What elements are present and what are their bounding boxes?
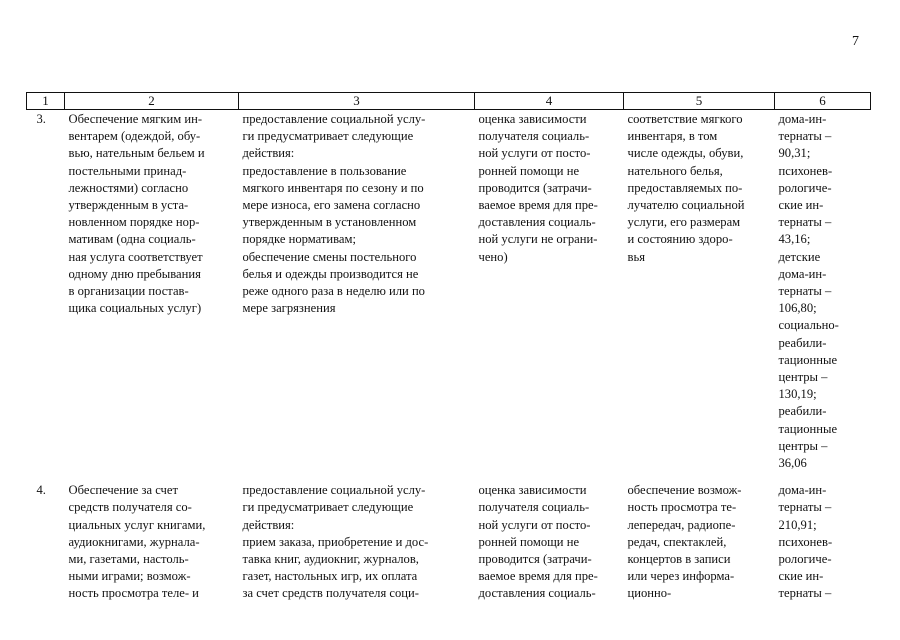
cell-line: 90,31;: [778, 146, 811, 161]
cell-line: реабили-: [778, 404, 827, 419]
cell-line: Обеспечение за счет: [68, 483, 178, 498]
cell-line: прием заказа, приобретение и дос-: [242, 534, 429, 549]
cell-line: ваемое время для пре-: [478, 198, 598, 213]
cell-line: новленном порядке нор-: [68, 215, 200, 230]
cell-line: реабили-: [778, 335, 827, 350]
cell-line: тационные: [778, 421, 838, 436]
column-number-2: 2: [65, 93, 239, 110]
cell-line: ная услуга соответствует: [68, 249, 203, 264]
cell-line: рологиче-: [778, 552, 832, 567]
row-number: 3.: [36, 112, 46, 126]
service-time-cell: [475, 110, 624, 483]
cell-line: и состоянию здоро-: [627, 232, 733, 247]
cell-line: щика социальных услуг): [68, 301, 202, 316]
cell-line: ские ин-: [778, 569, 824, 584]
cell-line: услуги, его размерам: [627, 215, 741, 230]
cell-line: ги предусматривает следующие: [242, 129, 414, 144]
cell-line: инвентаря, в том: [627, 129, 718, 144]
cell-line: предоставляемых по-: [627, 180, 743, 195]
cell-line: проводится (затрачи-: [478, 552, 592, 567]
cell-line: центры –: [778, 370, 828, 385]
cell-line: ронней помощи не: [478, 163, 580, 178]
table-row: [27, 482, 871, 602]
service-time-cell: [475, 482, 624, 602]
cell-line: обеспечение смены постельного: [242, 249, 417, 264]
cell-line: предоставление в пользование: [242, 163, 407, 178]
cell-line: ными играми; возмож-: [68, 569, 191, 584]
cell-line: тернаты –: [778, 500, 832, 515]
cell-line: числе одежды, обуви,: [627, 146, 744, 161]
cell-line: ность просмотра теле- и: [68, 586, 199, 601]
cell-line: доставления социаль-: [478, 586, 596, 601]
service-tariff-cell: [775, 110, 871, 483]
cell-line: реже одного раза в неделю или по: [242, 284, 425, 299]
cell-line: вья: [627, 249, 645, 264]
column-number-1: 1: [27, 93, 65, 110]
cell-line: тавка книг, аудиокниг, журналов,: [242, 552, 419, 567]
service-description-cell: [239, 110, 475, 483]
cell-line: ной услуги не ограни-: [478, 232, 598, 247]
cell-line: ми, газетами, настоль-: [68, 552, 189, 567]
cell-line: вью, нательным бельем и: [68, 146, 205, 161]
cell-line: тернаты –: [778, 586, 832, 601]
column-number-4: 4: [475, 93, 624, 110]
cell-line: ной услуги от посто-: [478, 146, 591, 161]
cell-line: концертов в записи: [627, 552, 731, 567]
cell-line: действия:: [242, 517, 295, 532]
cell-line: в организации постав-: [68, 284, 189, 299]
cell-line: проводится (затрачи-: [478, 180, 592, 195]
cell-line: предоставление социальной услу-: [242, 112, 426, 126]
cell-line: 43,16;: [778, 232, 811, 247]
table-header-row: [27, 93, 871, 110]
cell-line: получателя социаль-: [478, 500, 590, 515]
cell-line: лепередач, радиопе-: [627, 517, 736, 532]
cell-line: ронней помощи не: [478, 534, 580, 549]
cell-line: предоставление социальной услу-: [242, 483, 426, 498]
service-name-cell: [65, 482, 239, 602]
cell-line: получателя социаль-: [478, 129, 590, 144]
cell-line: обеспечение возмож-: [627, 483, 742, 498]
cell-line: мере износа, его замена согласно: [242, 198, 421, 213]
cell-line: доставления социаль-: [478, 215, 596, 230]
service-description-cell: [239, 482, 475, 602]
cell-line: соответствие мягкого: [627, 112, 743, 126]
cell-line: ность просмотра те-: [627, 500, 737, 515]
cell-line: тернаты –: [778, 215, 832, 230]
column-number-5: 5: [624, 93, 775, 110]
cell-line: 36,06: [778, 456, 807, 471]
cell-line: 210,91;: [778, 517, 817, 532]
cell-line: или через информа-: [627, 569, 735, 584]
cell-line: Обеспечение мягким ин-: [68, 112, 203, 126]
cell-line: лучателю социальной: [627, 198, 745, 213]
cell-line: циальных услуг книгами,: [68, 517, 206, 532]
cell-line: ские ин-: [778, 198, 824, 213]
column-number-3: 3: [239, 93, 475, 110]
row-number: 4.: [36, 483, 46, 498]
cell-line: аудиокнигами, журнала-: [68, 534, 200, 549]
cell-line: социально-: [778, 318, 839, 333]
cell-line: оценка зависимости: [478, 483, 587, 498]
cell-line: газет, настольных игр, их оплата: [242, 569, 418, 584]
cell-line: за счет средств получателя соци-: [242, 586, 419, 601]
cell-line: детские: [778, 249, 821, 264]
cell-line: порядке нормативам;: [242, 232, 356, 247]
cell-line: тернаты –: [778, 284, 832, 299]
cell-line: психонев-: [778, 534, 833, 549]
cell-line: редач, спектаклей,: [627, 534, 727, 549]
cell-line: оценка зависимости: [478, 112, 587, 126]
cell-line: 106,80;: [778, 301, 817, 316]
cell-line: ционно-: [627, 586, 672, 601]
cell-line: центры –: [778, 438, 828, 453]
cell-line: тернаты –: [778, 129, 832, 144]
cell-line: средств получателя со-: [68, 500, 192, 515]
cell-line: психонев-: [778, 163, 833, 178]
cell-line: нательного белья,: [627, 163, 723, 178]
cell-line: дома-ин-: [778, 112, 827, 126]
cell-line: ги предусматривает следующие: [242, 500, 414, 515]
cell-line: постельными принад-: [68, 163, 187, 178]
cell-line: ваемое время для пре-: [478, 569, 598, 584]
cell-line: белья и одежды производится не: [242, 266, 419, 281]
cell-line: тационные: [778, 352, 838, 367]
column-number-6: 6: [775, 93, 871, 110]
service-quality-cell: [624, 110, 775, 483]
cell-line: действия:: [242, 146, 295, 161]
cell-line: дома-ин-: [778, 483, 827, 498]
cell-line: лежностями) согласно: [68, 180, 189, 195]
service-tariff-cell: [775, 482, 871, 602]
services-table: [26, 92, 871, 603]
cell-line: утвержденным в уста-: [68, 198, 189, 213]
cell-line: 130,19;: [778, 387, 817, 402]
service-quality-cell: [624, 482, 775, 602]
service-name-cell: [65, 110, 239, 483]
cell-line: вентарем (одеждой, обу-: [68, 129, 201, 144]
cell-line: мере загрязнения: [242, 301, 336, 316]
cell-line: мягкого инвентаря по сезону и по: [242, 180, 424, 195]
cell-line: одному дню пребывания: [68, 266, 201, 281]
cell-line: ной услуги от посто-: [478, 517, 591, 532]
cell-line: мативам (одна социаль-: [68, 232, 196, 247]
cell-line: рологиче-: [778, 180, 832, 195]
cell-line: утвержденным в установленном: [242, 215, 417, 230]
page-number: 7: [852, 34, 859, 49]
cell-line: чено): [478, 249, 508, 264]
table-row: [27, 110, 871, 483]
cell-line: дома-ин-: [778, 266, 827, 281]
